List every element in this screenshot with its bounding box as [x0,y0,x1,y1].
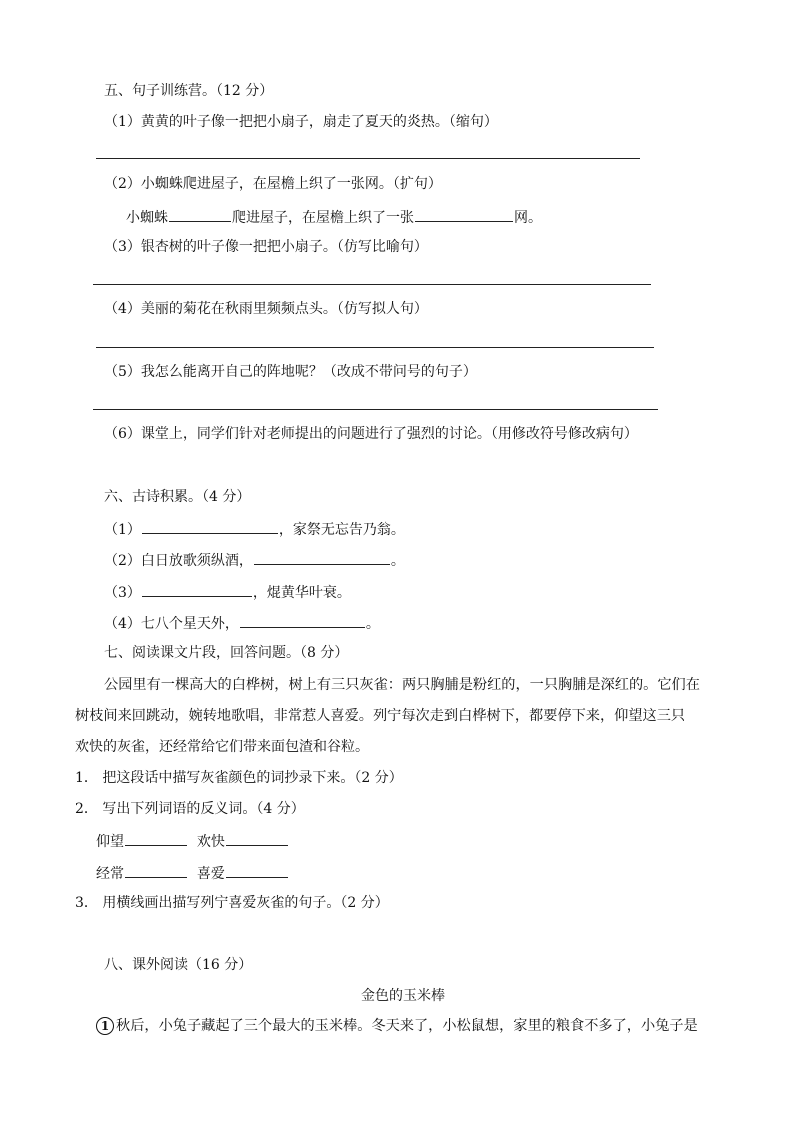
section-5-heading: 五、句子训练营。（12 分） [104,83,274,99]
poem-line-4 [104,613,380,633]
poem-3-prefix: （3） [104,585,141,601]
blank-5-2-b[interactable] [415,207,513,222]
poem-1-prefix: （1） [104,522,141,538]
story-paragraph-1-text: 秋后，小兔子藏起了三个最大的玉米棒。冬天来了，小松鼠想，家里的粮食不多了，小兔子是 [116,1018,698,1034]
blank-6-2[interactable] [254,550,390,565]
question-5-3: （3）银杏树的叶子像一把把小扇子。（仿写比喻句） [104,239,428,255]
question-7-3: 3． 用横线画出描写列宁喜爱灰雀的句子。（2 分） [75,895,389,911]
answer-line-5-1[interactable] [96,158,640,159]
poem-line-1 [104,519,405,539]
blank-7-2-d[interactable] [226,863,288,878]
question-5-1: （1）黄黄的叶子像一把把小扇子，扇走了夏天的炎热。（缩句） [104,114,498,130]
passage-line-2: 树枝间来回跳动，婉转地歌唱，非常惹人喜爱。列宁每次走到白桦树下，都要停下来，仰望这三只 [75,708,686,724]
blank-7-2-c[interactable] [125,863,187,878]
poem-4-suffix: 。 [365,616,380,632]
section-6-heading: 六、古诗积累。（4 分） [104,489,251,505]
blank-7-2-b[interactable] [226,831,288,846]
question-5-6: （6）课堂上，同学们针对老师提出的问题进行了强烈的讨论。（用修改符号修改病句） [104,426,638,442]
fill-label-b: 爬进屋子，在屋檐上织了一张 [232,210,414,226]
poem-2-suffix: 。 [390,553,405,569]
antonym-word-4: 喜爱 [196,866,225,882]
story-title: 金色的玉米棒 [361,988,445,1004]
blank-7-2-a[interactable] [125,831,187,846]
passage-line-1: 公园里有一棵高大的白桦树，树上有三只灰雀：两只胸脯是粉红的，一只胸脯是深红的。它们在 [104,677,700,693]
question-5-5: （5）我怎么能离开自己的阵地呢？（改成不带问号的句子） [104,364,477,380]
answer-line-5-4[interactable] [96,347,654,348]
antonym-row-1 [96,831,289,851]
poem-4-text: （4）七八个星天外， [104,616,239,632]
answer-line-5-5[interactable] [93,409,658,410]
section-8-heading: 八、课外阅读（16 分） [104,957,253,973]
poem-line-2 [104,550,405,570]
antonym-row-2 [96,863,289,883]
blank-5-2-a[interactable] [169,207,231,222]
question-7-2: 2． 写出下列词语的反义词。（4 分） [75,801,305,817]
story-paragraph-1 [96,1017,698,1035]
poem-2-text: （2）白日放歌须纵酒， [104,553,253,569]
answer-line-5-3[interactable] [93,284,651,285]
fill-label-c: 网。 [514,210,542,226]
question-7-1: 1． 把这段话中描写灰雀颜色的词抄录下来。（2 分） [75,770,403,786]
question-5-2-fill-row [126,207,542,227]
antonym-word-3: 经常 [96,866,124,882]
poem-3-text: ，焜黄华叶衰。 [252,585,351,601]
question-5-4: （4）美丽的菊花在秋雨里频频点头。（仿写拟人句） [104,301,428,317]
antonym-word-1: 仰望 [96,834,124,850]
fill-label-a: 小蜘蛛 [126,210,168,226]
poem-1-text: ，家祭无忘告乃翁。 [278,522,405,538]
blank-6-3[interactable] [142,582,252,597]
blank-6-1[interactable] [142,519,278,534]
poem-line-3 [104,582,351,602]
blank-6-4[interactable] [240,613,365,628]
passage-line-3: 欢快的灰雀，还经常给它们带来面包渣和谷粒。 [75,739,369,755]
paragraph-number-marker: 1 [96,1017,114,1035]
question-5-2: （2）小蜘蛛爬进屋子，在屋檐上织了一张网。（扩句） [104,176,442,192]
antonym-word-2: 欢快 [196,834,225,850]
section-7-heading: 七、阅读课文片段，回答问题。（8 分） [104,645,349,661]
